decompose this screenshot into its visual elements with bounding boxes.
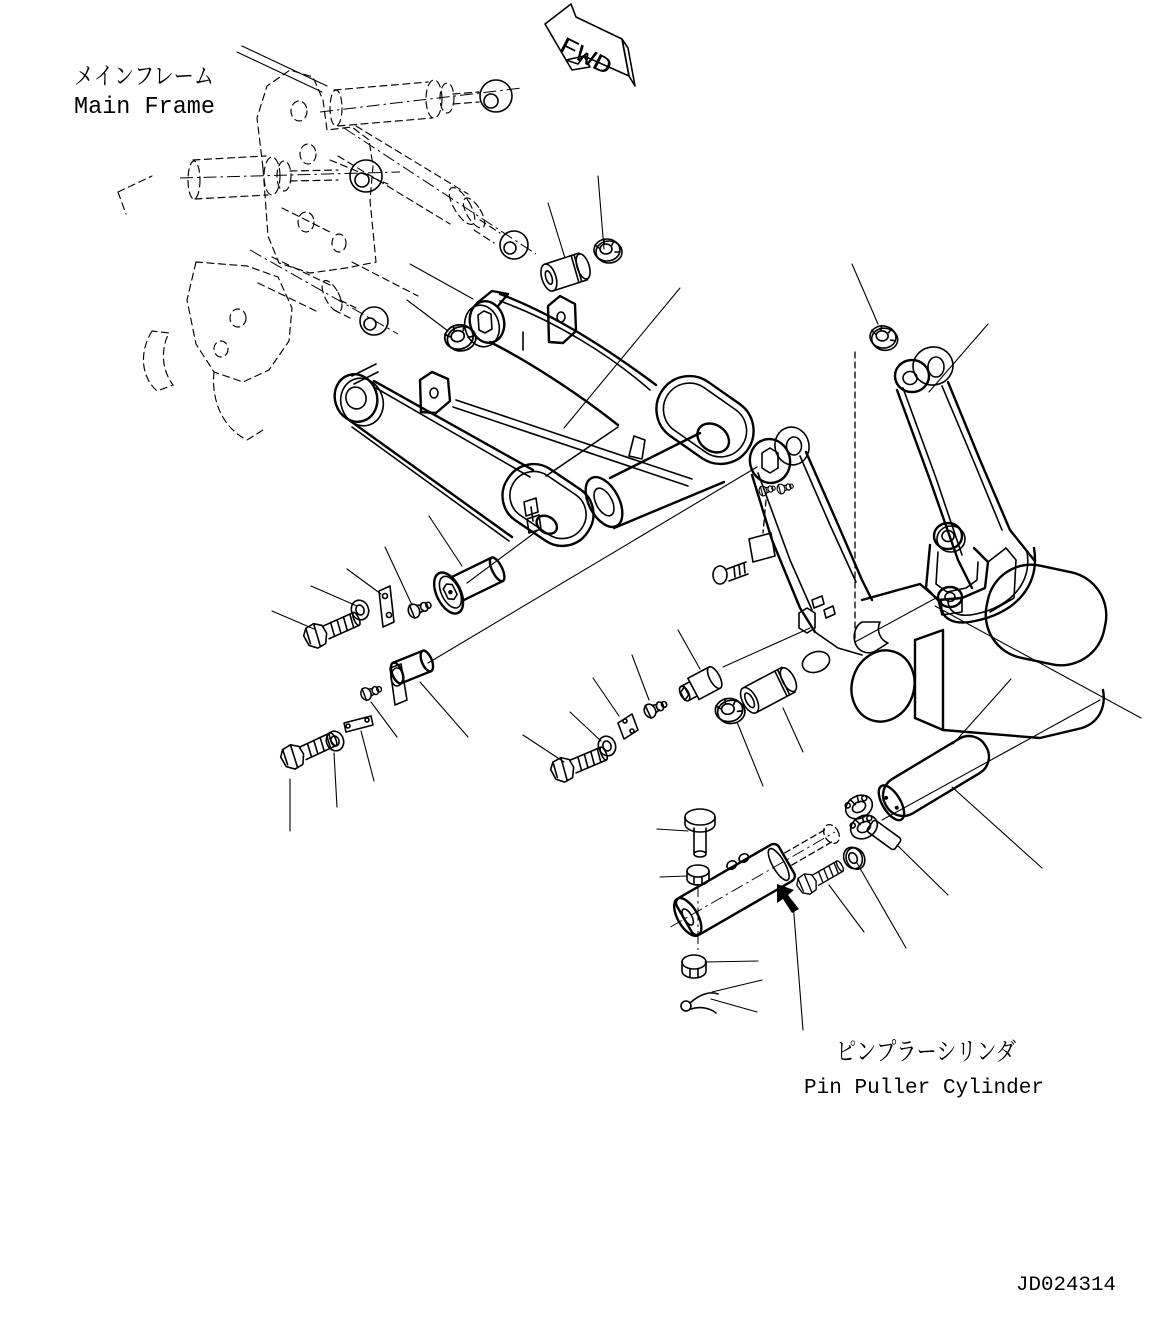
drawing-id: JD024314 <box>1016 1274 1116 1297</box>
left-fastener-cluster <box>278 547 512 772</box>
pin-puller-label-en: Pin Puller Cylinder <box>804 1077 1044 1100</box>
pivot-pin-2 <box>388 649 435 705</box>
pivot-pin <box>428 547 511 618</box>
bottom-nut <box>682 955 706 978</box>
pin-puller-cylinder-assembly <box>657 729 996 1030</box>
hydraulic-cylinder-lower <box>250 250 398 335</box>
hydraulic-cylinder-top <box>320 80 522 126</box>
mid-fittings-and-keeper <box>713 481 794 584</box>
right-bracket-weldment <box>746 324 1115 738</box>
leader-lines <box>272 264 1141 1012</box>
clevis-pin <box>685 809 715 857</box>
cotter-pin <box>681 993 718 1013</box>
rod-end-link <box>866 819 902 850</box>
main-frame-label-en: Main Frame <box>74 94 215 121</box>
left-arm-weldment <box>329 291 767 558</box>
collar <box>675 665 724 706</box>
pointer-arrow-icon <box>777 884 799 913</box>
fwd-label: FWD <box>553 33 605 77</box>
hydraulic-cylinder-middle <box>180 156 400 199</box>
pin-puller-label-jp: ピンプラーシリンダ <box>836 1039 1016 1068</box>
main-frame-label-jp: メインフレーム <box>74 65 214 92</box>
top-bushing-and-nut <box>538 176 622 293</box>
rod-washer <box>840 843 868 873</box>
center-fastener-cluster <box>548 664 800 785</box>
fwd-direction-marker <box>545 4 635 86</box>
bushing <box>737 664 800 715</box>
